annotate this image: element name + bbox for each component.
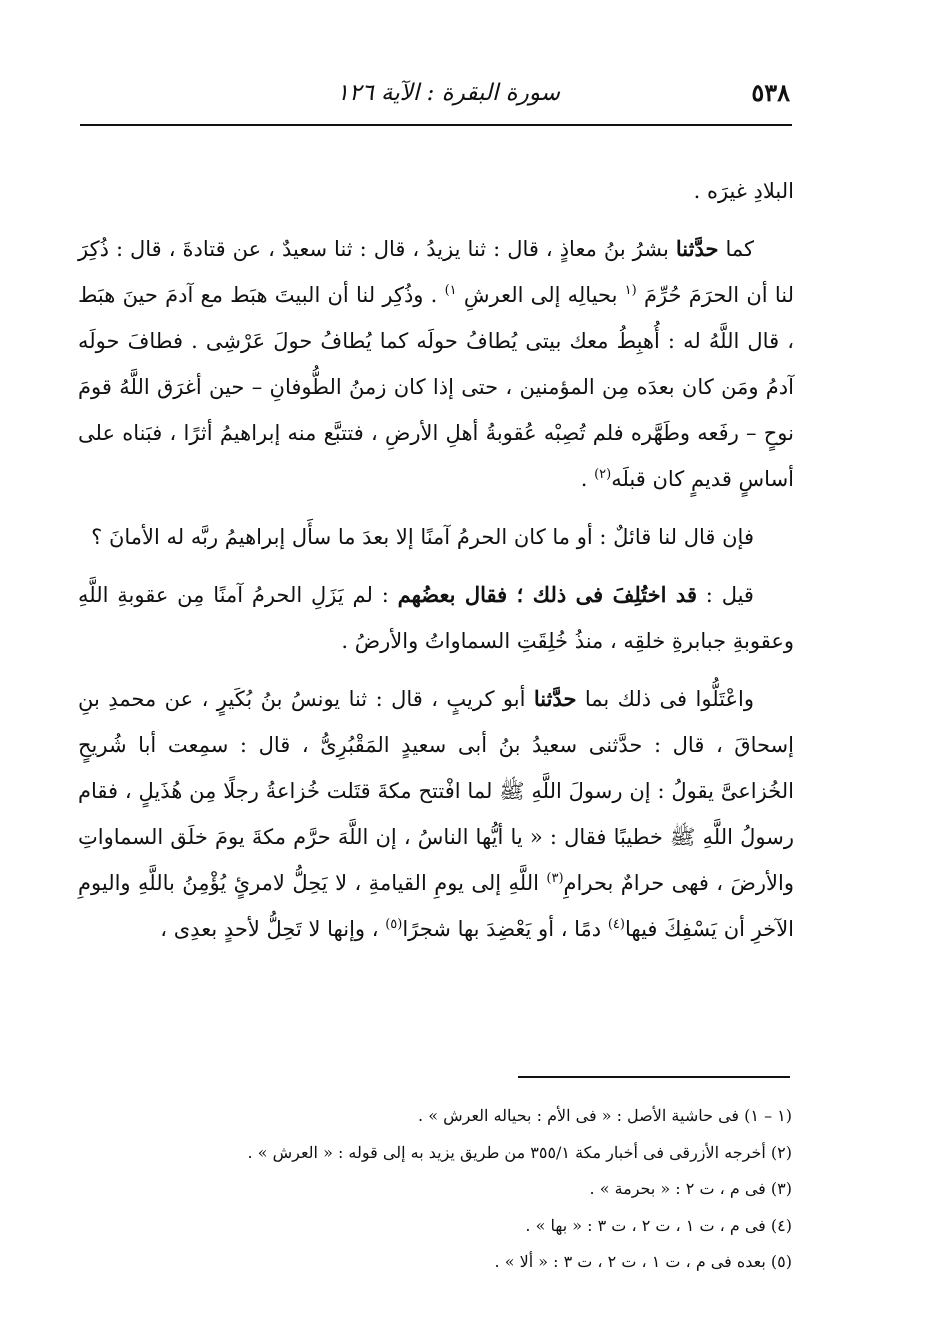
footnote-1: (١ – ١) فى حاشية الأصل : « فى الأم : بحياله العرش » . — [418, 1106, 792, 1125]
paragraph-3 — [78, 514, 794, 560]
paragraph-1-text: البلادِ غيرَه . — [693, 179, 794, 203]
paragraph-2 — [78, 226, 794, 502]
p3-text: فإن قال لنا قائلٌ : أو ما كان الحرمُ آمنًا إلا بعدَ ما سأَل إبراهيمُ ربَّه له الأمانَ ؟ — [91, 525, 754, 549]
footnote-rule — [518, 1076, 790, 1078]
footnote-ref-4: (٤) — [607, 917, 625, 932]
footnote-2: (٢) أخرجه الأزرقى فى أخبار مكة ٣٥٥/١ من طريق يزيد به إلى قوله : « العرش » . — [247, 1142, 792, 1162]
page-number: ٥٣٨ — [751, 78, 790, 107]
p4-lead: قيل : — [697, 583, 754, 607]
p2-text3: . وذُكِر لنا أن البيتَ هبَط مع آدمَ حينَ هبَط ، قال اللَّهُ له : أُهبِطُ معك بيتى يُطافُ حولَه كما يُطافُ حولَ عَرْشِى . فطافَ حولَه آدمُ ومَن كان بعدَه مِن المؤمنين ، حتى إذا كان زمنُ الطُّوفانِ – حين أغرَق اللَّهُ قومَ نوحٍ – رفَعه وطَهَّره فلم تُصِبْه عُقوبةُ أهلِ الأرضِ ، فتتبَّع منه إبراهيمُ أثرًا ، فبَناه على أساسٍ قديمٍ كان قبلَه — [78, 283, 794, 491]
footnote-ref-1: (١ — [624, 283, 637, 298]
p5-bold: حدَّثنا — [533, 686, 577, 711]
p5-text3: دمًا ، أو يَعْضِدَ بها شجرًا — [402, 917, 608, 941]
p4-bold: قد اختُلِفَ فى ذلك ؛ فقال بعضُهم — [397, 582, 697, 607]
p2-text2: بحيالِه إلى العرشِ — [456, 283, 625, 307]
p5-text2: اللَّهِ إلى يومِ القيامةِ ، لا يَحِلُّ لامرئٍ يُؤْمِنُ باللَّهِ واليومِ الآخرِ أن يَسْفِكَ فيها — [78, 871, 794, 941]
paragraph-4 — [78, 572, 794, 664]
footnote-ref-5: (٥) — [385, 917, 403, 932]
footnote-3: (٣) فى م ، ت ٢ : « بحرمة » . — [589, 1179, 792, 1198]
p5-text4: ، وإنها لا تَحِلُّ لأحدٍ بعدِى ، — [160, 917, 386, 941]
p5-text: أبو كريبٍ ، قال : ثنا يونسُ بنُ بُكَيرٍ ، عن محمدِ بنِ إسحاقَ ، قال : حدَّثنى سعيدُ بنُ أبى سعيدٍ المَقْبُرِىُّ ، قال : سمِعت أبا شُريحٍ الخُزاعىَّ يقولُ : إن رسولَ اللَّهِ ﷺ لما افْتتح مكةَ قتَلت خُزاعةُ رجلًا مِن هُذَيلٍ ، فقام رسولُ اللَّهِ ﷺ خطيبًا فقال : « يا أيُّها الناسُ ، إن اللَّهَ حرَّم مكةَ يومَ خلَق السماواتِ والأرضَ ، فهى حرامٌ بحرامِ — [78, 687, 794, 895]
p2-text: بشرُ بنُ معاذٍ ، قال : ثنا يزيدُ ، قال : ثنا سعيدٌ ، عن قتادةَ ، قال : ذُكِرَ لنا أن الحرَمَ حُرِّمَ — [78, 237, 794, 307]
p5-lead: واعْتَلُّوا فى ذلك بما — [576, 687, 754, 711]
paragraph-1 — [78, 168, 794, 214]
footnote-ref-1-end: ١) — [444, 283, 457, 298]
paragraph-5 — [78, 676, 794, 952]
p4-text: : لم يَزَلِ الحرمُ آمنًا مِن عقوبةِ اللَّهِ وعقوبةِ جبابرةِ خلقِه ، منذُ خُلِقَتِ السماواتُ والأرضُ . — [78, 583, 794, 653]
footnote-ref-3: (٣) — [546, 871, 564, 886]
p2-bold: حدَّثنا — [675, 236, 719, 261]
header-rule — [80, 124, 792, 126]
p2-lead: كما — [718, 237, 754, 261]
main-text — [78, 168, 794, 964]
footnotes — [120, 1098, 792, 1281]
page-header — [80, 78, 790, 118]
footnote-ref-2: (٢) — [594, 467, 612, 482]
running-head: سورة البقرة : الآية ١٢٦ — [336, 80, 560, 106]
p2-end: . — [580, 467, 595, 491]
footnote-5: (٥) بعده فى م ، ت ١ ، ت ٢ ، ت ٣ : « ألا » . — [494, 1252, 792, 1271]
footnote-4: (٤) فى م ، ت ١ ، ت ٢ ، ت ٣ : « بها » . — [525, 1215, 792, 1235]
